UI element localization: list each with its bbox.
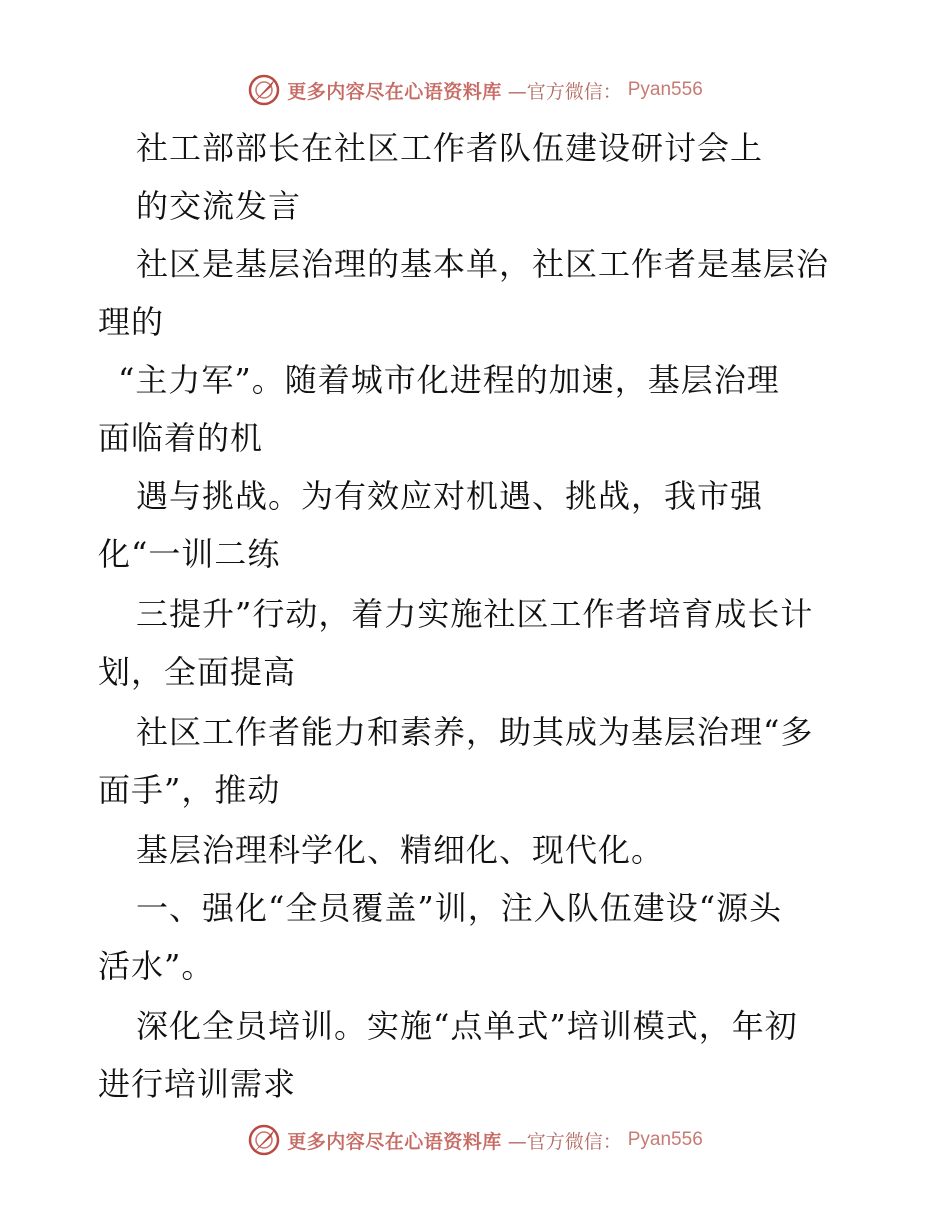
watermark-separator-text: —官方微信： bbox=[507, 80, 622, 103]
paragraph-line: 社区是基层治理的基本单，社区工作者是基层治 bbox=[136, 245, 830, 283]
paragraph-line: 化“一训二练 bbox=[98, 535, 281, 573]
section-heading-line: 一、强化“全员覆盖”训，注入队伍建设“源头 bbox=[136, 889, 783, 927]
paragraph-line: 进行培训需求 bbox=[98, 1065, 297, 1103]
paragraph-line: 理的 bbox=[98, 303, 165, 341]
paragraph-line: “主力军”。随着城市化进程的加速，基层治理 bbox=[118, 361, 780, 399]
paragraph-line: 遇与挑战。为有效应对机遇、挑战，我市强 bbox=[136, 477, 764, 515]
quill-logo-icon bbox=[247, 1123, 281, 1157]
watermark-separator-text: —官方微信： bbox=[507, 1130, 622, 1153]
watermark-main-text: 更多内容尽在心语资料库 bbox=[287, 80, 502, 103]
header-watermark bbox=[0, 70, 950, 110]
paragraph-line: 面临着的机 bbox=[98, 419, 264, 457]
paragraph-line: 划，全面提高 bbox=[98, 653, 297, 691]
footer-watermark bbox=[0, 1120, 950, 1160]
quill-logo-icon bbox=[247, 73, 281, 107]
paragraph-line: 三提升”行动，着力实施社区工作者培育成长计 bbox=[136, 595, 814, 633]
paragraph-line: 深化全员培训。实施“点单式”培训模式，年初 bbox=[136, 1007, 798, 1045]
title-line-2: 的交流发言 bbox=[136, 187, 302, 225]
section-heading-line: 活水”。 bbox=[98, 947, 215, 985]
watermark-wechat-id: Pyan556 bbox=[627, 79, 703, 100]
title-line-1: 社工部部长在社区工作者队伍建设研讨会上 bbox=[136, 129, 764, 167]
watermark-main-text: 更多内容尽在心语资料库 bbox=[287, 1130, 502, 1153]
paragraph-line: 基层治理科学化、精细化、现代化。 bbox=[136, 831, 665, 869]
paragraph-line: 面手”，推动 bbox=[98, 771, 281, 809]
watermark-wechat-id: Pyan556 bbox=[627, 1129, 703, 1150]
paragraph-line: 社区工作者能力和素养，助其成为基层治理“多 bbox=[136, 713, 814, 751]
